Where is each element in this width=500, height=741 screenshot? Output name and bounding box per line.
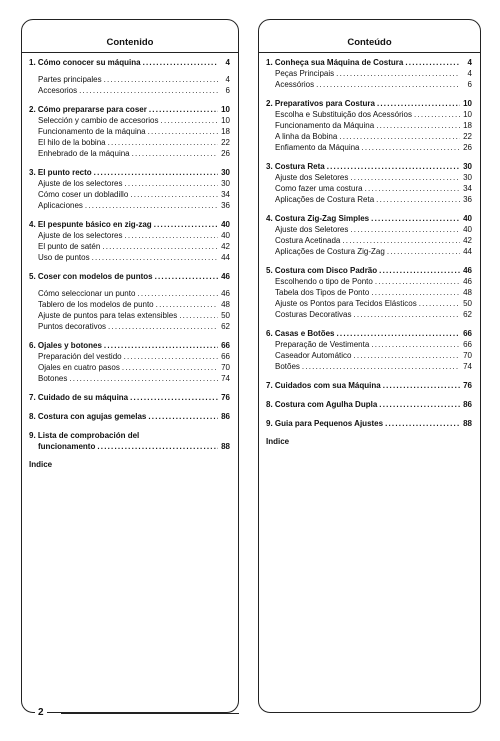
toc-page-number: 10 [463,99,472,108]
toc-page-number: 88 [463,419,472,428]
toc-subentry[interactable] [266,350,472,361]
toc-page-number: 6 [225,86,230,95]
toc-entry-title: 9. Lista de comprobación del [29,431,140,440]
toc-subentry[interactable] [266,68,472,79]
toc-entry-title: Ojales en cuatro pasos [38,363,120,372]
right-panel-title: Conteúdo [347,37,392,48]
toc-dot-leader [387,246,460,257]
toc-dot-leader [125,230,219,241]
toc-section [29,340,230,384]
toc-section [266,265,472,320]
toc-entry-title: Puntos decorativos [38,322,107,331]
toc-page-number: 50 [463,299,472,308]
toc-chapter-entry[interactable] [266,418,472,429]
toc-page-number: 26 [221,149,230,158]
toc-subentry[interactable] [266,235,472,246]
toc-dot-leader [94,167,218,178]
toc-dot-leader [149,104,218,115]
toc-subentry[interactable] [266,298,472,309]
toc-entry-title: Costura Acetinada [275,236,341,245]
toc-entry-title: Tablero de los modelos de punto [38,300,154,309]
toc-dot-leader [414,109,460,120]
toc-page-number: 46 [463,266,472,275]
toc-chapter-entry[interactable] [266,380,472,391]
toc-entry-title: Ajuste de los selectores [38,231,123,240]
toc-subentry[interactable] [29,115,230,126]
toc-dot-leader [179,310,218,321]
toc-section [266,380,472,391]
toc-dot-leader [148,411,218,422]
toc-subentry[interactable] [29,200,230,211]
toc-section [29,411,230,422]
toc-section [29,392,230,403]
toc-dot-leader [339,131,460,142]
toc-dot-leader [354,350,461,361]
toc-dot-leader [342,235,460,246]
toc-subentry[interactable] [266,183,472,194]
toc-page-number: 18 [221,127,230,136]
toc-dot-leader [365,183,460,194]
toc-dot-leader [108,321,218,332]
toc-page-number: 40 [221,220,230,229]
toc-dot-leader [155,271,218,282]
toc-section [29,271,230,332]
toc-dot-leader [316,79,460,90]
toc-page-number: 70 [221,363,230,372]
toc-page-number: 42 [463,236,472,245]
toc-subentry[interactable] [266,246,472,257]
toc-dot-leader [130,392,218,403]
toc-entry-title: 5. Coser con modelos de puntos [29,272,153,281]
toc-entry-title: 6. Casas e Botões [266,329,335,338]
page-footer [21,707,239,721]
toc-page-number: 34 [463,184,472,193]
toc-dot-leader [97,441,218,452]
toc-entry-title: A linha da Bobina [275,132,338,141]
toc-dot-leader [336,68,460,79]
toc-dot-leader [353,309,460,320]
toc-page-number: 86 [463,400,472,409]
toc-entry-title: 6. Ojales y botones [29,341,102,350]
toc-dot-leader [383,380,460,391]
toc-page-number: 4 [467,69,472,78]
toc-entry-title: Escolhendo o tipo de Ponto [275,277,373,286]
toc-entry-title: 7. Cuidado de su máquina [29,393,129,402]
toc-dot-leader [104,340,218,351]
toc-entry-title: Accesorios [38,86,78,95]
toc-dot-leader [104,74,218,85]
toc-subentry[interactable] [266,120,472,131]
toc-section [29,57,230,96]
toc-subentry[interactable] [29,85,230,96]
toc-index-entry[interactable]: Indice [29,460,53,469]
toc-subentry[interactable] [29,126,230,137]
toc-dot-leader [376,120,460,131]
toc-dot-leader [132,148,218,159]
toc-page-number: 10 [463,110,472,119]
toc-subentry[interactable] [266,309,472,320]
toc-entry-title: Funcionamento da Máquina [275,121,375,130]
toc-subentry[interactable] [266,109,472,120]
toc-dot-leader [362,142,461,153]
toc-page-number: 4 [225,58,230,67]
toc-chapter-entry[interactable] [266,328,472,339]
toc-dot-leader [156,299,218,310]
toc-dot-leader [69,373,218,384]
toc-section [266,57,472,90]
toc-subentry[interactable] [29,137,230,148]
toc-page-number: 30 [221,179,230,188]
toc-page-number: 74 [463,362,472,371]
toc-page-number: 46 [221,289,230,298]
toc-page-number: 70 [463,351,472,360]
toc-page-number: 40 [463,225,472,234]
toc-subentry[interactable] [29,362,230,373]
toc-page-number: 30 [463,162,472,171]
toc-page-number: 30 [221,168,230,177]
toc-page-number: 4 [225,75,230,84]
toc-dot-leader [350,224,460,235]
toc-entry-title: 4. Costura Zig-Zag Simples [266,214,370,223]
toc-entry-title: Funcionamento de la máquina [38,127,146,136]
toc-page-number: 46 [463,277,472,286]
toc-page-number: 88 [221,442,230,451]
toc-dot-leader [379,399,460,410]
toc-dot-leader [375,276,460,287]
toc-dot-leader [385,418,460,429]
toc-chapter-entry[interactable] [266,57,472,68]
toc-dot-leader [376,194,460,205]
toc-entry-title: Tabela dos Tipos de Ponto [275,288,370,297]
toc-dot-leader [124,351,218,362]
toc-entry-title: 2. Cómo prepararse para coser [29,105,147,114]
toc-entry-title: 7. Cuidados com sua Máquina [266,381,381,390]
toc-subentry[interactable] [29,148,230,159]
toc-entry-title: 3. El punto recto [29,168,92,177]
toc-page-number: 66 [463,329,472,338]
toc-dot-leader [79,85,218,96]
toc-entry-title: Ajuste os Pontos para Tecidos Elásticos [275,299,417,308]
toc-dot-leader [327,161,460,172]
toc-page-number: 36 [221,201,230,210]
toc-section [29,430,230,452]
toc-page-number: 42 [221,242,230,251]
toc-entry-title: Botões [275,362,300,371]
toc-entry-title: 5. Costura com Disco Padrão [266,266,378,275]
page-number: 2 [35,707,47,718]
toc-page-number: 50 [221,311,230,320]
toc-chapter-entry[interactable] [266,399,472,410]
toc-chapter-entry[interactable] [29,104,230,115]
toc-subentry[interactable] [266,142,472,153]
toc-entry-title: 8. Costura con agujas gemelas [29,412,147,421]
toc-page-number: 22 [463,132,472,141]
toc-dot-leader [379,265,460,276]
toc-dot-leader [336,328,460,339]
toc-page-number: 6 [467,80,472,89]
toc-section [266,418,472,429]
toc-chapter-entry[interactable] [29,441,230,452]
right-title-divider [259,52,480,53]
toc-page-number: 66 [221,341,230,350]
toc-subentry[interactable] [29,321,230,332]
toc-subentry[interactable] [29,299,230,310]
toc-page-number: 40 [221,231,230,240]
toc-page-number: 10 [221,116,230,125]
toc-page-number: 48 [221,300,230,309]
toc-dot-leader [371,339,460,350]
toc-chapter-entry[interactable] [29,340,230,351]
toc-entry-title: 8. Costura com Agulha Dupla [266,400,378,409]
left-title-divider [22,52,238,53]
toc-dot-leader [108,137,218,148]
toc-dot-leader [148,126,218,137]
toc-subentry[interactable] [29,310,230,321]
toc-section [29,104,230,159]
toc-section [266,213,472,257]
toc-entry-title: Selección y cambio de accesorios [38,116,159,125]
toc-entry-title: Enfiamento da Máquina [275,143,360,152]
toc-entry-title: Costuras Decorativas [275,310,352,319]
toc-entry-title: Ajuste de los selectores [38,179,123,188]
toc-entry-title: Como fazer uma costura [275,184,363,193]
toc-subentry[interactable] [266,172,472,183]
toc-dot-leader [85,200,218,211]
toc-entry-title: Escolha e Substituição dos Acessórios [275,110,412,119]
toc-subentry[interactable] [266,224,472,235]
left-panel-title: Contenido [106,37,154,48]
toc-dot-leader [419,298,460,309]
toc-section [266,328,472,372]
toc-dot-leader [125,178,219,189]
toc-page-number: 18 [463,121,472,130]
toc-page-number: 48 [463,288,472,297]
toc-page-number: 62 [221,322,230,331]
toc-section [266,98,472,153]
toc-section [29,167,230,211]
toc-subentry[interactable] [29,288,230,299]
toc-section [266,399,472,410]
toc-subentry[interactable] [29,189,230,200]
toc-page-number: 44 [463,247,472,256]
toc-entry-title: 1. Cómo conocer su máquina [29,58,141,67]
right-toc-list [266,57,472,446]
left-toc-list [29,57,230,469]
toc-entry-title: Ajuste dos Seletores [275,173,349,182]
toc-chapter-entry[interactable] [29,57,230,68]
toc-page-number: 46 [221,272,230,281]
toc-entry-title: 1. Conheça sua Máquina de Costura [266,58,404,67]
toc-subentry[interactable] [29,252,230,263]
toc-chapter-entry[interactable] [266,265,472,276]
toc-dot-leader [154,219,218,230]
toc-chapter-entry[interactable] [29,271,230,282]
toc-chapter-entry[interactable] [266,98,472,109]
toc-subentry[interactable] [29,351,230,362]
toc-index-entry[interactable]: Indice [266,437,290,446]
toc-subentry[interactable] [29,230,230,241]
toc-page-number: 36 [463,195,472,204]
toc-page-number: 66 [463,340,472,349]
toc-subentry[interactable] [29,241,230,252]
toc-dot-leader [92,252,218,263]
toc-chapter-entry[interactable] [266,161,472,172]
toc-entry-title: Botones [38,374,68,383]
toc-dot-leader [405,57,460,68]
toc-entry-title: Enhebrado de la máquina [38,149,130,158]
toc-dot-leader [161,115,218,126]
toc-subentry[interactable] [266,361,472,372]
toc-dot-leader [143,57,218,68]
toc-entry-title: Cómo coser un dobladillo [38,190,129,199]
toc-entry-title: Preparação de Vestimenta [275,340,370,349]
toc-chapter-entry[interactable] [29,430,230,441]
toc-entry-title: Preparación del vestido [38,352,122,361]
toc-page-number: 10 [221,105,230,114]
footer-rule [61,713,239,714]
toc-subentry[interactable] [266,79,472,90]
toc-chapter-entry[interactable] [29,219,230,230]
toc-entry-title: 4. El pespunte básico en zig-zag [29,220,152,229]
toc-entry-title: Aplicações de Costura Reta [275,195,375,204]
toc-subentry[interactable] [29,74,230,85]
toc-page-number: 26 [463,143,472,152]
toc-entry-title: 3. Costura Reta [266,162,325,171]
toc-entry-title: funcionamento [38,442,96,451]
toc-entry-title: El hilo de la bobina [38,138,106,147]
toc-page-number: 34 [221,190,230,199]
toc-entry-title: Peças Principais [275,69,335,78]
toc-dot-leader [302,361,460,372]
left-contents-panel [21,19,239,713]
toc-page-number: 62 [463,310,472,319]
toc-subentry[interactable] [266,339,472,350]
toc-chapter-entry[interactable] [266,213,472,224]
toc-page-number: 4 [467,58,472,67]
toc-entry-title: Ajuste dos Seletores [275,225,349,234]
toc-chapter-entry[interactable] [29,392,230,403]
toc-page-number: 40 [463,214,472,223]
toc-entry-title: Ajuste de puntos para telas extensibles [38,311,178,320]
toc-entry-title: Partes principales [38,75,102,84]
toc-entry-title: Aplicações de Costura Zig-Zag [275,247,385,256]
toc-entry-title: 9. Guia para Pequenos Ajustes [266,419,384,428]
toc-section [29,219,230,263]
toc-entry-title: El punto de satén [38,242,101,251]
toc-page-number: 74 [221,374,230,383]
toc-page-number: 76 [221,393,230,402]
toc-dot-leader [350,172,460,183]
toc-subentry[interactable] [266,276,472,287]
toc-page-number: 86 [221,412,230,421]
toc-subentry[interactable] [29,373,230,384]
toc-entry-title: 2. Preparativos para Costura [266,99,375,108]
toc-chapter-entry[interactable] [29,167,230,178]
toc-page-number: 30 [463,173,472,182]
toc-entry-title: Uso de puntos [38,253,90,262]
toc-entry-title: Aplicaciones [38,201,83,210]
toc-dot-leader [371,213,460,224]
toc-entry-title: Cómo seleccionar un punto [38,289,136,298]
toc-page-number: 66 [221,352,230,361]
toc-subentry[interactable] [29,178,230,189]
toc-page-number: 22 [221,138,230,147]
right-contents-panel [258,19,481,713]
toc-section [266,161,472,205]
toc-dot-leader [377,98,460,109]
toc-dot-leader [371,287,460,298]
toc-dot-leader [137,288,218,299]
toc-subentry[interactable] [266,287,472,298]
toc-entry-title: Caseador Automático [275,351,352,360]
toc-dot-leader [130,189,218,200]
toc-subentry[interactable] [266,131,472,142]
toc-dot-leader [122,362,218,373]
toc-entry-title: Acessórios [275,80,315,89]
toc-chapter-entry[interactable] [29,411,230,422]
toc-dot-leader [102,241,218,252]
toc-page-number: 76 [463,381,472,390]
toc-page-number: 44 [221,253,230,262]
toc-subentry[interactable] [266,194,472,205]
